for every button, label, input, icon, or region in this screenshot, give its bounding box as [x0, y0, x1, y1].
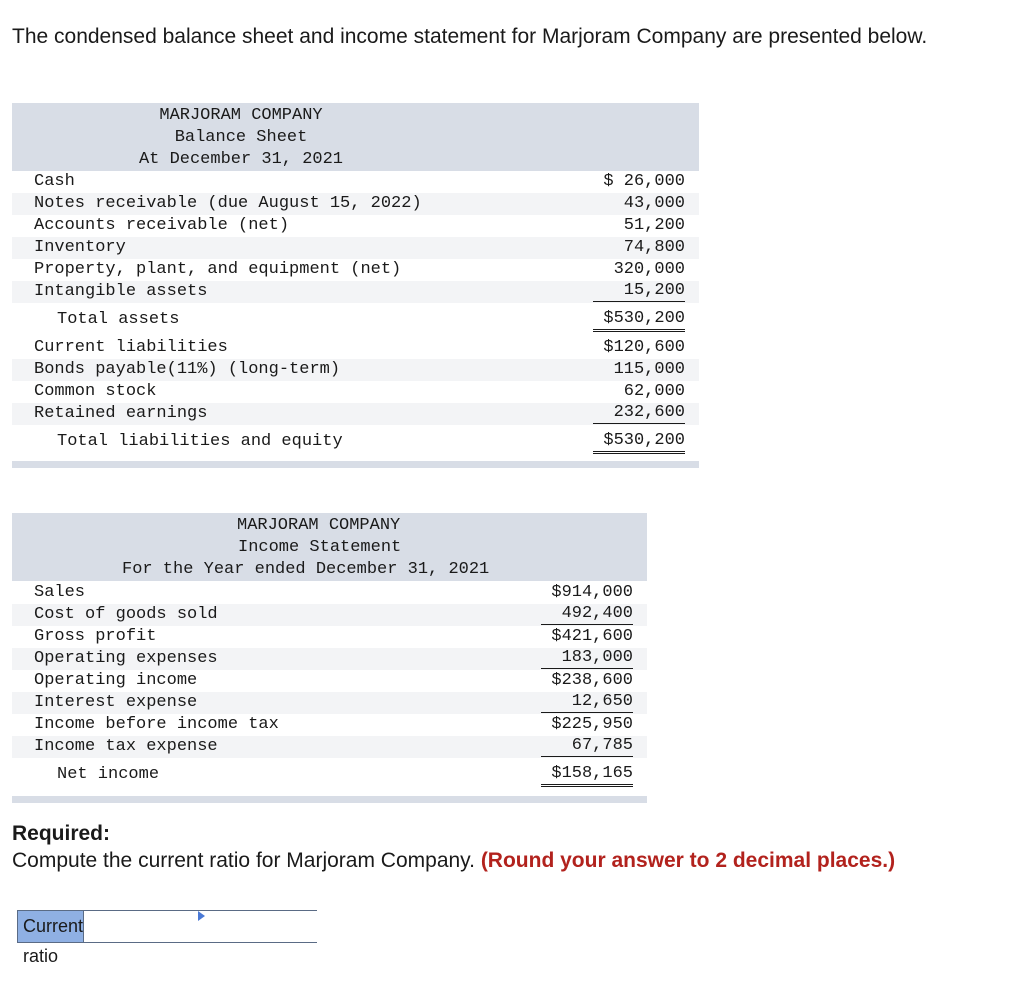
row-value: 12,650	[541, 692, 633, 713]
row-value: 62,000	[623, 382, 685, 401]
required-section	[12, 820, 895, 874]
table-row-total	[12, 431, 699, 453]
balance-sheet-title: Balance Sheet	[174, 128, 308, 147]
table-row	[12, 648, 647, 670]
table-row	[12, 582, 647, 604]
row-label: Total assets	[57, 310, 180, 329]
income-statement-company: MARJORAM COMPANY	[237, 516, 401, 535]
row-value: $421,600	[551, 627, 633, 646]
current-ratio-answer-row	[17, 910, 317, 966]
row-value: $158,165	[541, 764, 633, 787]
row-label: Intangible assets	[34, 282, 208, 301]
row-value: $120,600	[603, 338, 685, 357]
row-value: 183,000	[541, 648, 633, 669]
row-value: 67,785	[541, 736, 633, 757]
row-label: Retained earnings	[34, 404, 208, 423]
table-row	[12, 692, 647, 714]
table-row	[12, 604, 647, 626]
required-instruction	[12, 847, 895, 874]
row-value: $238,600	[551, 671, 633, 690]
row-label: Inventory	[34, 238, 126, 257]
table-row	[12, 359, 699, 381]
row-label: Cash	[34, 172, 75, 191]
table-row	[12, 736, 647, 758]
row-value: 320,000	[613, 260, 685, 279]
row-value: 115,000	[613, 360, 685, 379]
row-value: $530,200	[593, 431, 685, 454]
row-label: Notes receivable (due August 15, 2022)	[34, 194, 422, 213]
row-value: $225,950	[551, 715, 633, 734]
table-row	[12, 237, 699, 259]
row-label: Interest expense	[34, 693, 198, 712]
row-value: 232,600	[593, 403, 685, 424]
table-row	[12, 626, 647, 648]
row-label: Net income	[57, 765, 160, 784]
intro-text: The condensed balance sheet and income statement for Marjoram Company are presented below.	[12, 25, 928, 48]
row-label: Accounts receivable (net)	[34, 216, 290, 235]
table-row	[12, 171, 699, 193]
income-statement-header	[12, 513, 647, 581]
row-value: $530,200	[593, 309, 685, 332]
table-row	[12, 281, 699, 303]
income-statement-period: For the Year ended December 31, 2021	[122, 560, 490, 579]
income-statement-title: Income Statement	[238, 538, 402, 557]
current-ratio-label: Current ratio	[18, 911, 84, 942]
table-row	[12, 403, 699, 425]
table-row	[12, 193, 699, 215]
row-label: Operating expenses	[34, 649, 218, 668]
row-label: Total liabilities and equity	[57, 432, 343, 451]
row-label: Operating income	[34, 671, 198, 690]
row-label: Sales	[34, 583, 86, 602]
row-label: Current liabilities	[34, 338, 228, 357]
required-heading: Required:	[12, 822, 111, 845]
table-row	[12, 259, 699, 281]
table-footer-bar	[12, 796, 647, 803]
table-footer-bar	[12, 461, 699, 468]
required-text: Compute the current ratio for Marjoram Company.	[12, 849, 475, 872]
row-label: Gross profit	[34, 627, 157, 646]
row-label: Income tax expense	[34, 737, 218, 756]
row-label: Property, plant, and equipment (net)	[34, 260, 402, 279]
row-label: Income before income tax	[34, 715, 279, 734]
balance-sheet-table	[12, 103, 699, 468]
table-row-total	[12, 309, 699, 331]
row-label: Common stock	[34, 382, 157, 401]
row-label: Cost of goods sold	[34, 605, 218, 624]
row-value: 51,200	[623, 216, 685, 235]
table-row	[12, 381, 699, 403]
income-statement-table	[12, 513, 647, 803]
table-row	[12, 714, 647, 736]
rounding-hint: (Round your answer to 2 decimal places.)	[480, 849, 896, 872]
table-row	[12, 337, 699, 359]
row-label: Bonds payable(11%) (long-term)	[34, 360, 341, 379]
row-value: 43,000	[623, 194, 685, 213]
balance-sheet-company: MARJORAM COMPANY	[159, 106, 323, 125]
input-marker-icon	[198, 911, 205, 921]
balance-sheet-date: At December 31, 2021	[138, 150, 344, 169]
row-value: 492,400	[541, 604, 633, 625]
table-row	[12, 670, 647, 692]
table-row	[12, 215, 699, 237]
row-value: $ 26,000	[603, 172, 685, 191]
row-value: $914,000	[551, 583, 633, 602]
row-value: 15,200	[593, 281, 685, 302]
row-value: 74,800	[623, 238, 685, 257]
table-row-total	[12, 764, 647, 786]
balance-sheet-header	[12, 103, 699, 171]
